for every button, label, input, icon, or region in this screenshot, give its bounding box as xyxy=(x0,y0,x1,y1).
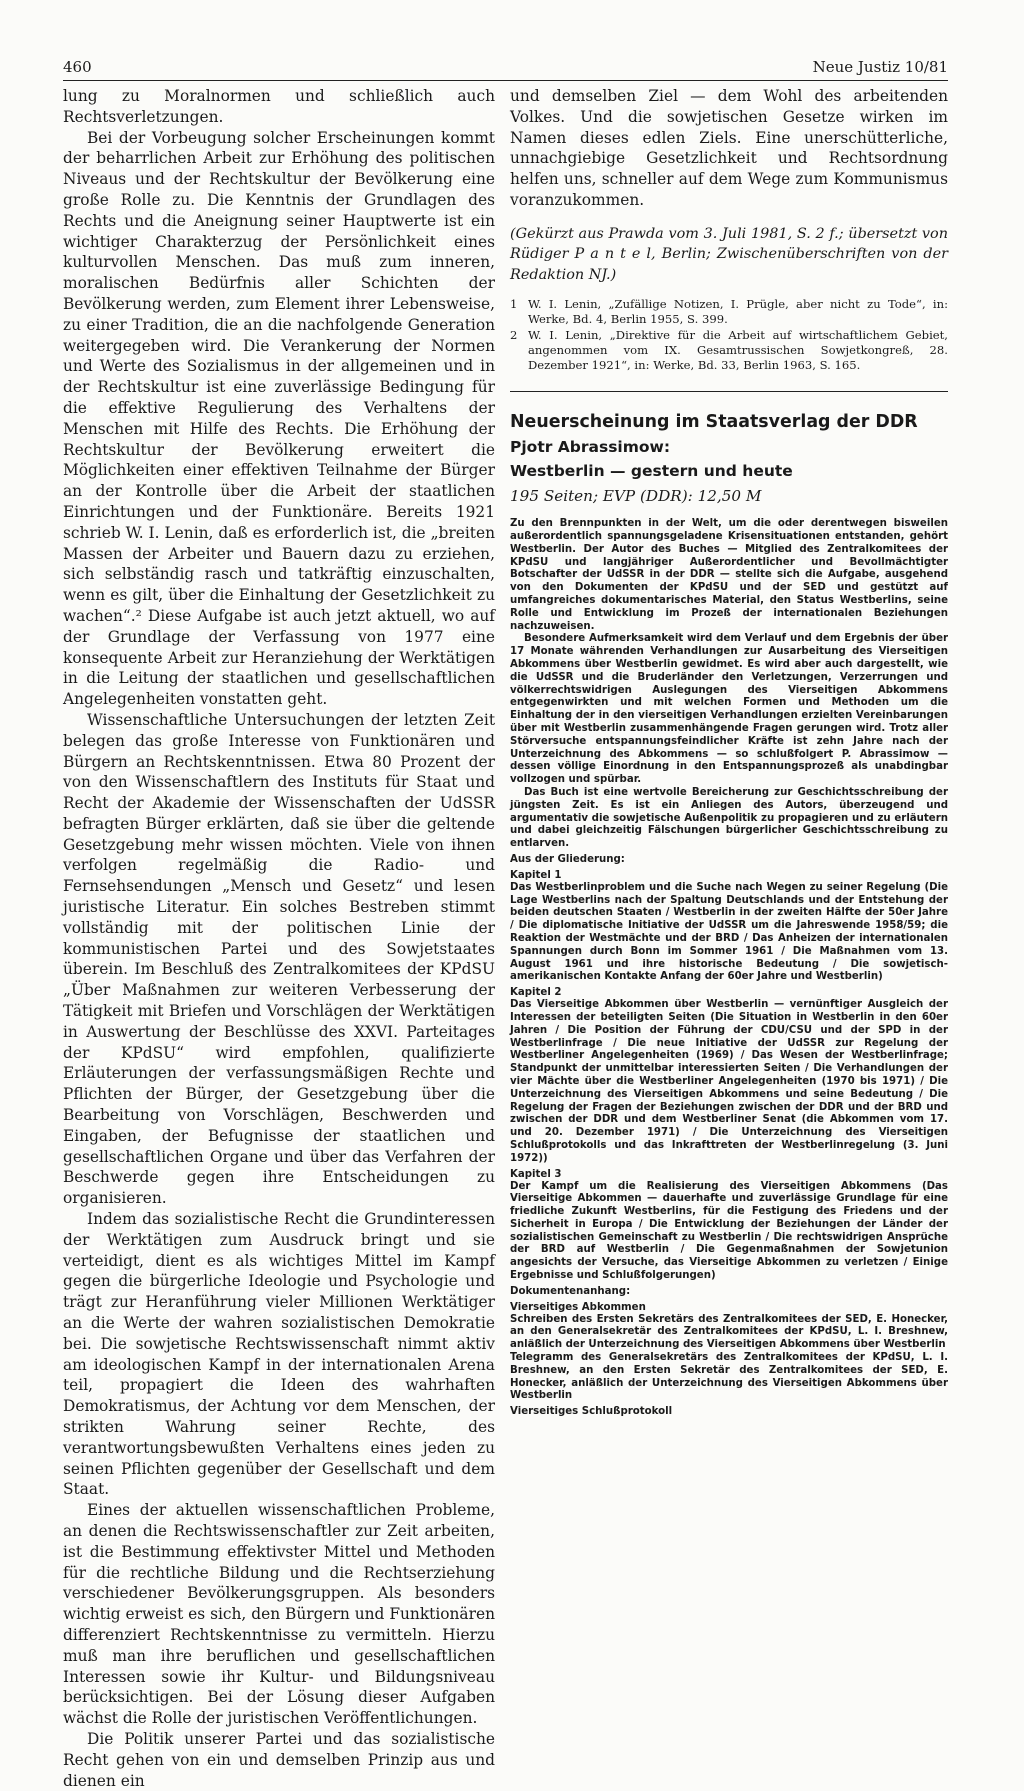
outline-label: Aus der Gliederung: xyxy=(510,853,625,865)
footnote xyxy=(510,328,948,372)
announcement-paragraph: Das Buch ist eine wertvolle Bereicherung zur Geschichtsschreibung der jüngsten Zeit. Es ist ein Anliegen des Autors, überzeugend und argumentativ die sowjetische Außenpolitik zu propagieren und zu erläutern und dabei gleichzeitig Fälschungen bürgerlicher Geschichtsschreibung zu entlarven. xyxy=(510,786,948,850)
appendix-item-text: Telegramm des Generalsekretärs des Zentralkomitees der KPdSU, L. I. Breshnew, an den Ersten Sekretär des Zentralkomitees der SED, E. Honecker, anläßlich der Unterzeichnung des Vierseitigen Abkommens über Westberlin xyxy=(510,1352,948,1402)
appendix-item-label: Vierseitiges Schlußprotokoll xyxy=(510,1406,673,1418)
book-announcement xyxy=(510,412,948,1418)
header-rule xyxy=(63,80,948,81)
right-column xyxy=(510,86,948,1418)
page-number: 460 xyxy=(63,58,92,76)
appendix-item-text: Schreiben des Ersten Sekretärs des Zentralkomitees der SED, E. Honecker, an den Generalsekretär des Zentralkomitees der KPdSU, L. I. Breshnew, anläßlich der Unterzeichnung des Vierseitigen Abkommens über Westberlin xyxy=(510,1313,948,1351)
announcement-paragraph: Zu den Brennpunkten in der Welt, um die oder derentwegen bisweilen außerordentlich spannungsgeladene Krisensituationen entstanden, gehört Westberlin. Der Autor des Buches — Mitglied des Zentralkomitees der KPdSU und langjähriger Außerordentlicher und Bevollmächtigter Botschafter der UdSSR in der DDR — stellte sich die Aufgabe, ausgehend von den Dokumenten der KPdSU und der SED und gestützt auf umfangreiches dokumentarisches Material, den Status Westberlins, seine Rolle und Entwicklung im Prozeß der internationalen Beziehungen nachzuweisen. xyxy=(510,518,948,632)
chapter-text: Das Vierseitige Abkommen über Westberlin — vernünftiger Ausgleich der Interessen der beteiligten Seiten (Die Situation in Westberlin in den 60er Jahren / Die Position der Führung der CDU/CSU und der SPD in der Westberlinfrage / Die neue Initiative der UdSSR zur Regelung der Westberliner Angelegenheiten (1969) / Das Wesen der Westberlinfrage; Standpunkt der unmittelbar interessierten Seiten / Die Verhandlungen der vier Mächte über die Westberliner Angelegenheiten (1970 bis 1971) / Die Unterzeichnung des Vierseitigen Abkommens und seine Bedeutung / Die Regelung der Fragen der Beziehungen zwischen der DDR und der BRD und zwischen der DDR und dem Westberliner Senat (die Abkommen vom 17. und 20. Dezember 1971) / Die Unterzeichnung des Vierseitigen Schlußprotokolls und das Inkrafttreten der Westberlinregelung (3. Juni 1972)) xyxy=(510,999,948,1164)
body-paragraph: Bei der Vorbeugung solcher Erscheinungen kommt der beharrlichen Arbeit zur Erhöhung des politischen Niveaus und der Rechtskultur der Bevölkerung eine große Rolle zu. Die Kenntnis der Grundlagen des Rechts und die Aneignung seiner Hauptwerte ist ein wichtiger Charakterzug der Persönlichkeit eines kulturvollen Menschen. Das muß zum inneren, moralischen Bedürfnis aller Schichten der Bevölkerung werden, zum Element ihrer Lebensweise, zu einer Tradition, die an die nachfolgende Generation weitergegeben wird. Die Verankerung der Normen und Werte des Sozialismus in der allgemeinen und in der Rechtskultur ist eine zuverlässige Bedingung für die effektive Regulierung des Verhaltens der Menschen mit Hilfe des Rechts. Die Erhöhung der Rechtskultur der Bevölkerung erweitert die Möglichkeiten einer effektiven Teilnahme der Bürger an der Kontrolle über die Arbeit der staatlichen Einrichtungen und der Funktionäre. Bereits 1921 schrieb W. I. Lenin, daß es erforderlich ist, die „breiten Massen der Arbeiter und Bauern dazu zu erziehen, sich selbständig rasch und tatkräftig einzuschalten, wenn es gilt, über die Einhaltung der Gesetzlichkeit zu wachen“.² Diese Aufgabe ist auch jetzt aktuell, wo auf der Grundlage der Verfassung von 1977 eine konsequente Arbeit zur Heranziehung der Werktätigen in die Leitung der staatlichen und gesellschaftlichen Angelegenheiten vonstatten geht. xyxy=(63,128,495,709)
body-paragraph: und demselben Ziel — dem Wohl des arbeitenden Volkes. Und die sowjetischen Gesetze wirken im Namen dieses edlen Ziels. Eine unerschütterliche, unnachgiebige Gesetzlichkeit und Rechtsordnung helfen uns, schneller auf dem Wege zum Kommunismus voranzukommen. xyxy=(510,87,948,209)
source-note: (Gekürzt aus Prawda vom 3. Juli 1981, S. 2 f.; übersetzt von Rüdiger P a n t e l, Berlin; Zwischenüberschriften von der Redaktion NJ.) xyxy=(510,225,948,283)
footnote-number: 1 xyxy=(510,297,518,312)
book-author: Pjotr Abrassimow: xyxy=(510,438,671,457)
body-paragraph: lung zu Moralnormen und schließlich auch Rechtsverletzungen. xyxy=(63,87,495,126)
journal-issue: Neue Justiz 10/81 xyxy=(812,58,948,76)
left-column xyxy=(63,86,495,1791)
footnote xyxy=(510,297,948,326)
announcement-title: Neuerscheinung im Staatsverlag der DDR xyxy=(510,412,918,433)
body-paragraph: Wissenschaftliche Untersuchungen der letzten Zeit belegen das große Interesse von Funktionären und Bürgern an Rechtskenntnissen. Etwa 80 Prozent der von den Wissenschaftlern des Instituts für Staat und Recht der Akademie der Wissenschaften der UdSSR befragten Bürger erklärten, daß sie über die geltende Gesetzgebung mehr wissen möchten. Viele von ihnen verfolgen regelmäßig die Radio- und Fernsehsendungen „Mensch und Gesetz“ und lesen juristische Literatur. Ein solches Bestreben stimmt vollständig mit der politischen Linie der kommunistischen Partei und des Sowjetstaates überein. Im Beschluß des Zentralkomitees der KPdSU „Über Maßnahmen zur weiteren Verbesserung der Tätigkeit mit Briefen und Vorschlägen der Werktätigen in Auswertung der Beschlüsse des XXVI. Parteitages der KPdSU“ wird empfohlen, qualifizierte Erläuterungen der verfassungsmäßigen Rechte und Pflichten der Bürger, der Gesetzgebung über die Bearbeitung von Vorschlägen, Beschwerden und Eingaben, der Befugnisse der staatlichen und gesellschaftlichen Organe und über das Verfahren der Beschwerde gegen ihre Entscheidungen zu organisieren. xyxy=(63,710,495,1208)
book-title: Westberlin — gestern und heute xyxy=(510,462,793,481)
chapter-text: Der Kampf um die Realisierung des Vierseitigen Abkommens (Das Vierseitige Abkommen — dauerhafte und zuverlässige Grundlage für eine friedliche Zukunft Westberlins, für die Festigung des Friedens und der Sicherheit in Europa / Die Entwicklung der Beziehungen der Länder der sozialistischen Gemeinschaft zu Westberlin / Die rechtswidrigen Ansprüche der BRD auf Westberlin / Die Gegenmaßnahmen der Sowjetunion angesichts der Versuche, das Vierseitige Abkommen zu verletzen / Einige Ergebnisse und Schlußfolgerungen) xyxy=(510,1180,948,1282)
book-price: 195 Seiten; EVP (DDR): 12,50 M xyxy=(510,487,762,506)
footnotes xyxy=(510,297,948,372)
body-paragraph: Indem das sozialistische Recht die Grundinteressen der Werktätigen zum Ausdruck bringt und sie verteidigt, dient es als wichtiges Mittel im Kampf gegen die bürgerliche Ideologie und Psychologie und trägt zur Heranführung vieler Millionen Werktätiger an die Werte der wahren sozialistischen Demokratie bei. Die sowjetische Rechtswissenschaft nimmt aktiv am ideologischen Kampf in der internationalen Arena teil, propagiert die Ideen des wahrhaften Demokratismus, der Achtung vor dem Menschen, der strikten Wahrung seiner Rechte, des verantwortungsbewußten Verhaltens eines jeden zu seinen Pflichten gegenüber der Gesellschaft und dem Staat. xyxy=(63,1210,495,1499)
body-paragraph: Eines der aktuellen wissenschaftlichen Probleme, an denen die Rechtswissenschaftler zur Zeit arbeiten, ist die Bestimmung effektivster Mittel und Methoden für die rechtliche Bildung und die Rechtserziehung verschiedener Bevölkerungsgruppen. Als besonders wichtig erweist es sich, den Bürgern und Funktionären differenziert Rechtskenntnisse zu vermitteln. Hierzu muß man ihre beruflichen und gesellschaftlichen Interessen sowie ihr Kultur- und Bildungsniveau berücksichtigen. Bei der Lösung dieser Aufgaben wächst die Rolle der juristischen Veröffentlichungen. xyxy=(63,1501,495,1728)
announcement-paragraph: Besondere Aufmerksamkeit wird dem Verlauf und dem Ergebnis der über 17 Monate währenden Verhandlungen zur Ausarbeitung des Vierseitigen Abkommens über Westberlin gewidmet. Es wird aber auch dargestellt, wie die UdSSR und die Bruderländer den Verletzungen, Verzerrungen und völkerrechtswidrigen Auslegungen des Vierseitigen Abkommens entgegenwirkten und mit welchen Formen und Methoden um die Einhaltung der in den vierseitigen Verhandlungen erzielten Vereinbarungen über mit Westberlin zusammenhängende Fragen gerungen wird. Trotz aller Störversuche entspannungsfeindlicher Kräfte ist zehn Jahre nach der Unterzeichnung des Abkommens — so schlußfolgert P. Abrassimow — dessen völlige Einordnung in den Entspannungsprozeß als unabdingbar vollzogen und spürbar. xyxy=(510,633,948,786)
footnote-text: W. I. Lenin, „Zufällige Notizen, I. Prügle, aber nicht zu Tode“, in: Werke, Bd. 4, Berlin 1955, S. 399. xyxy=(528,297,948,326)
chapter-label: Kapitel 1 xyxy=(510,869,562,881)
body-paragraph: Die Politik unserer Partei und das sozialistische Recht gehen von ein und demselben Prinzip aus und dienen ein xyxy=(63,1729,495,1790)
appendix-item-label: Vierseitiges Abkommen xyxy=(510,1301,646,1313)
chapter-label: Kapitel 3 xyxy=(510,1168,562,1180)
footnote-number: 2 xyxy=(510,328,518,343)
appendix-label: Dokumentenanhang: xyxy=(510,1285,631,1297)
chapter-text: Das Westberlinproblem und die Suche nach Wegen zu seiner Regelung (Die Lage Westberlins nach der Spaltung Deutschlands und der Entstehung der beiden deutschen Staaten / Westberlin in der zweiten Hälfte der 50er Jahre / Die diplomatische Initiative der UdSSR um die Jahreswende 1958/59; die Reaktion der Westmächte und der BRD / Das Anheizen der internationalen Spannungen durch Bonn im Sommer 1961 / Die Maßnahmen vom 13. August 1961 und ihre historische Bedeutung / Die sowjetisch-amerikanischen Kontakte Anfang der 60er Jahre und Westberlin) xyxy=(510,881,948,983)
section-rule xyxy=(510,391,948,392)
chapter-label: Kapitel 2 xyxy=(510,987,562,999)
footnote-text: W. I. Lenin, „Direktive für die Arbeit auf wirtschaftlichem Gebiet, angenommen vom IX. Gesamtrussischen Sowjetkongreß, 28. Dezember 1921“, in: Werke, Bd. 33, Berlin 1963, S. 165. xyxy=(528,328,948,372)
page-header xyxy=(63,58,948,80)
